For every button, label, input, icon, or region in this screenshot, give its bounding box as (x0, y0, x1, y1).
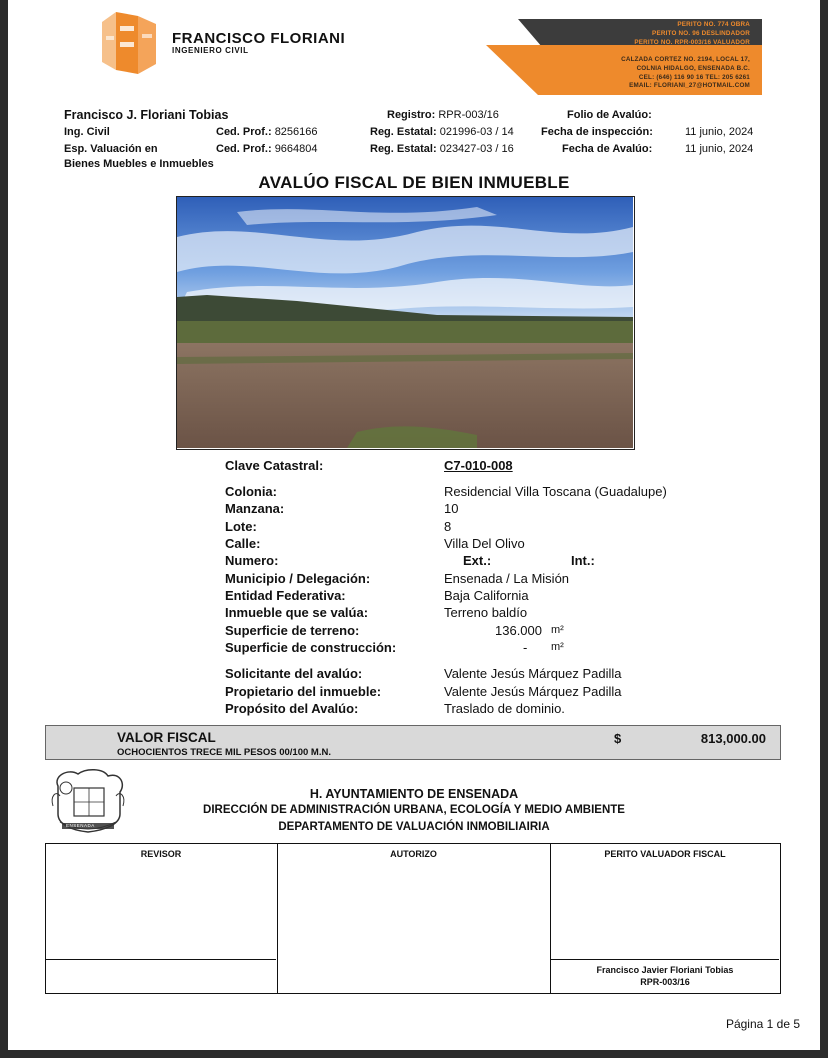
autorizo-cell (278, 844, 551, 993)
contact-banner (486, 17, 762, 95)
registro: Registro: RPR-003/16 (387, 109, 499, 121)
reg-estatal-1: Reg. Estatal: 021996-03 / 14 (370, 126, 514, 138)
property-photo (176, 196, 635, 450)
folio-label: Folio de Avalúo: (567, 109, 652, 121)
avaluo-label: Fecha de Avalúo: (562, 143, 653, 155)
perito-name: Francisco Javier Floriani Tobias (596, 965, 734, 975)
field-value-colonia: Residencial Villa Toscana (Guadalupe) (444, 484, 667, 499)
signature-table (45, 843, 781, 994)
field-label-propietario: Propietario del inmueble: (225, 684, 382, 699)
field-value-entidad: Baja California (444, 588, 529, 603)
ced-prof-2: Ced. Prof.: 9664804 (216, 143, 318, 155)
field-value-manzana: 10 (444, 501, 459, 516)
document-title: AVALÚO FISCAL DE BIEN INMUEBLE (258, 173, 570, 192)
int-label: Int.: (571, 553, 595, 568)
appraiser-specialty: Esp. Valuación en (64, 143, 158, 155)
numero-label: Numero: (225, 553, 279, 568)
brand-logo-icon (98, 8, 160, 76)
field-value-municipio: Ensenada / La Misión (444, 571, 570, 586)
revisor-label: REVISOR (140, 849, 182, 859)
field-label-municipio: Municipio / Delegación: (225, 571, 371, 586)
field-value-lote: 8 (444, 519, 452, 534)
field-label-colonia: Colonia: (225, 484, 277, 499)
valor-fiscal-amount: 813,000.00 (700, 731, 766, 746)
perito-label: PERITO VALUADOR FISCAL (604, 849, 726, 859)
page-number: Página 1 de 5 (725, 1017, 800, 1031)
ext-label: Ext.: (463, 553, 492, 568)
field-value-propietario: Valente Jesús Márquez Padilla (444, 684, 622, 699)
field-label-inmueble: Inmueble que se valúa: (225, 605, 369, 620)
autorizo-label: AUTORIZO (390, 849, 437, 859)
field-label-proposito: Propósito del Avalúo: (225, 701, 359, 716)
perito-reg: RPR-003/16 (640, 977, 690, 987)
brand-subtitle: INGENIERO CIVIL (172, 46, 249, 55)
perito-cell (551, 844, 779, 993)
perito-lines: PERITO NO. 774 OBRA PERITO NO. 96 DESLINDADOR PERITO NO. RPR-003/16 VALUADOR (634, 21, 750, 46)
clave-label: Clave Catastral: (225, 458, 324, 473)
ayuntamiento-line1: H. AYUNTAMIENTO DE ENSENADA (309, 787, 519, 801)
sup-terreno-label: Superficie de terreno: (225, 623, 360, 638)
currency-symbol: $ (614, 731, 622, 746)
reg-estatal-2: Reg. Estatal: 023427-03 / 16 (370, 143, 514, 155)
field-value-inmueble: Terreno baldío (444, 605, 528, 620)
avaluo-date: 11 junio, 2024 (685, 143, 754, 155)
field-label-entidad: Entidad Federativa: (225, 588, 346, 603)
valor-fiscal-words: OCHOCIENTOS TRECE MIL PESOS 00/100 M.N. (117, 747, 331, 758)
appraiser-specialty-cont: Bienes Muebles e Inmuebles (64, 158, 214, 170)
field-label-lote: Lote: (225, 519, 257, 534)
brand-name: FRANCISCO FLORIANI (172, 30, 346, 47)
inspeccion-label: Fecha de inspección: (541, 126, 653, 138)
ensenada-seal-icon: ENSENADA (48, 766, 128, 836)
clave-value: C7-010-008 (444, 458, 513, 473)
contact-lines: CALZADA CORTEZ NO. 2194, LOCAL 17, COLNIA HIDALGO, ENSENADA B.C. CEL: (646) 116 90 16 TEL: 205 6261 EMAIL: FLORIANI_27@HOTMAIL.COM (621, 56, 750, 90)
field-value-calle: Villa Del Olivo (444, 536, 525, 551)
field-label-manzana: Manzana: (225, 501, 285, 516)
sup-construccion-label: Superficie de construcción: (225, 640, 397, 655)
sup-terreno-value: 136.000 (495, 623, 542, 638)
field-label-calle: Calle: (225, 536, 261, 551)
field-value-solicitante: Valente Jesús Márquez Padilla (444, 666, 622, 681)
sup-construccion-unit: m² (551, 641, 564, 653)
inspeccion-date: 11 junio, 2024 (685, 126, 754, 138)
ced-prof-1: Ced. Prof.: 8256166 (216, 126, 318, 138)
revisor-cell (46, 844, 278, 993)
valor-fiscal-bar (45, 725, 781, 760)
appraiser-name: Francisco J. Floriani Tobias (64, 108, 229, 122)
ayuntamiento-line3: DEPARTAMENTO DE VALUACIÓN INMOBILIAIRIA (278, 821, 550, 833)
field-label-solicitante: Solicitante del avalúo: (225, 666, 363, 681)
appraiser-title: Ing. Civil (64, 126, 110, 138)
document-page (8, 0, 820, 1050)
ayuntamiento-line2: DIRECCIÓN DE ADMINISTRACIÓN URBANA, ECOLOGÍA Y MEDIO AMBIENTE (203, 804, 625, 816)
valor-fiscal-label: VALOR FISCAL (117, 730, 216, 745)
field-value-proposito: Traslado de dominio. (444, 701, 565, 716)
sup-construccion-value: - (523, 640, 528, 655)
sup-terreno-unit: m² (551, 624, 564, 636)
